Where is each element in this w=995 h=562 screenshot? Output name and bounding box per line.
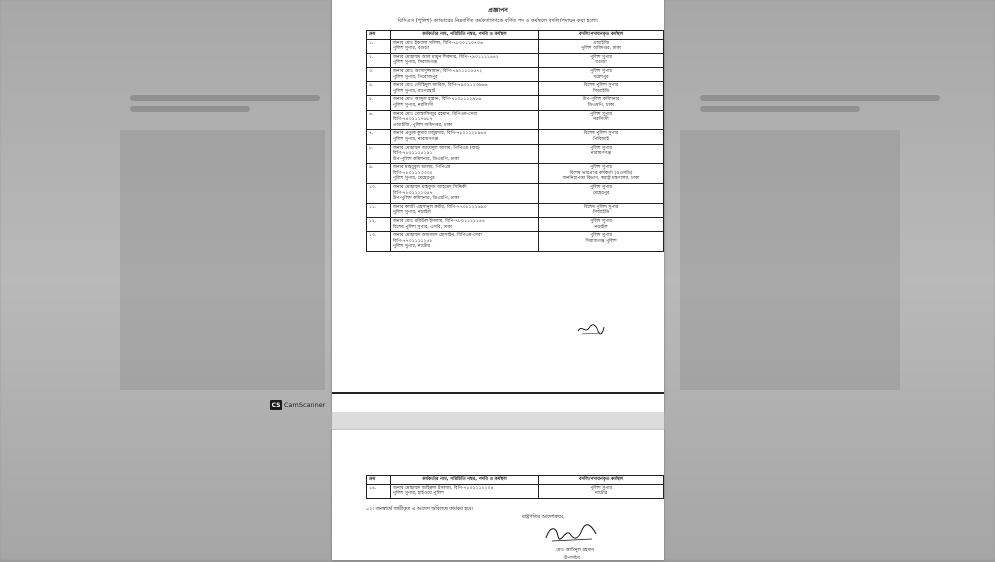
officer-line: পুলিশ সুপার, বগুড়া bbox=[392, 46, 430, 52]
signer-designation: উপসচিব bbox=[564, 556, 581, 561]
post-line: পুলিশ সুপার bbox=[590, 485, 613, 491]
row-officer bbox=[390, 184, 538, 204]
post-line: পিবিআই bbox=[593, 136, 610, 142]
table-row bbox=[367, 39, 664, 53]
post-line: পুলিশ সুপার bbox=[590, 219, 613, 225]
table-row bbox=[367, 130, 664, 144]
officer-line: জনাব মোঃ আসাদুজ্জামান, বিপি-৭৯০১১১৫৫৭২ bbox=[392, 68, 483, 74]
row-new-post bbox=[539, 164, 664, 184]
officer-line: জনাব মোহাম্মদ আল মামুন শিকদার, বিপি-৭৯০১১১১৪৪২ bbox=[392, 54, 499, 60]
officer-line: পুলিশ সুপার, নাটোর bbox=[392, 244, 431, 250]
row-officer bbox=[390, 96, 538, 110]
row-serial: ৬. bbox=[367, 110, 391, 130]
table-header-row bbox=[367, 476, 664, 485]
officer-line: জনাব মোহাম্মদ আমজাদ হোসাইন, বিপিএম-সেবা bbox=[392, 233, 482, 239]
officer-line: পুলিশ সুপার, হাইওয়ে পুলিশ bbox=[392, 491, 444, 497]
ghost-text-right bbox=[700, 106, 860, 112]
row-officer bbox=[390, 39, 538, 53]
row-new-post bbox=[539, 184, 664, 204]
officer-line: জনাব কাজী এহসানুল কবীর, বিপি-৭৭০৮১২১৬৯০ bbox=[392, 204, 487, 210]
row-officer bbox=[390, 82, 538, 96]
post-line: ডিএমপি, ঢাকা bbox=[587, 102, 615, 108]
document-subtitle: বিসিএস (পুলিশ) ক্যাডারের নিম্নবর্ণিত কর্মকর্তাগণকে বর্ণিত পদ ও কর্মস্থলে বদলি/পদায়ন করা হলো: bbox=[397, 18, 599, 24]
officer-line: জনাব মোহাম্মদ মাহফুজ আহমেদ সিদ্দিকী bbox=[392, 185, 467, 191]
officer-line: জনাব মোহাম্মদ জায়েদুল আলম, পিপিএম (বার) bbox=[392, 145, 480, 151]
signer-name: মোঃ আমিনুল রহমান bbox=[556, 548, 595, 553]
row-serial: ২. bbox=[367, 53, 391, 67]
row-serial: ৫. bbox=[367, 96, 391, 110]
row-serial: ৯. bbox=[367, 164, 391, 184]
post-line: মেহেরপুর bbox=[592, 190, 610, 196]
header-serial: ক্রম bbox=[367, 476, 391, 485]
ghost-text-left bbox=[130, 106, 250, 112]
officer-line: পুলিশ সুপার, সিরাজগঞ্জ bbox=[392, 60, 438, 66]
post-line: বগুড়া bbox=[595, 60, 607, 66]
order-line: রাষ্ট্রপতির আদেশক্রমে, bbox=[522, 515, 565, 520]
ghost-text-right bbox=[700, 95, 940, 101]
row-new-post bbox=[539, 110, 664, 130]
row-serial: ১৪. bbox=[367, 484, 391, 498]
table-row bbox=[367, 110, 664, 130]
officer-line: জনাব মোঃ মোস্তাফিজুর রহমান, বিপিএম-সেবা bbox=[392, 111, 478, 117]
officer-line: জনাব মোঃ ইকবাল খলিল, বিপি-৭৮০০১১০৭৩৬ bbox=[392, 40, 483, 46]
row-new-post bbox=[539, 484, 664, 498]
post-line: নরসিংদী bbox=[593, 117, 609, 123]
officer-line: বিশেষ পুলিশ সুপার, এসবি, ঢাকা bbox=[392, 224, 453, 230]
row-officer bbox=[390, 144, 538, 164]
officer-line: পুলিশ সুপার, পিরোজপুর bbox=[392, 74, 438, 80]
officer-line: জনাব মোঃ আব্দুল হান্নান, বিপি-৭১০৮১১২৯৮৬ bbox=[392, 97, 482, 103]
officer-line: বিপি-৭৭০১১১১২৫৮ bbox=[392, 238, 433, 244]
post-line: পুলিশ সুপার bbox=[590, 111, 613, 117]
row-officer bbox=[390, 232, 538, 252]
ghost-table-left bbox=[120, 130, 325, 390]
post-line: উপ-পুলিশ কমিশনার bbox=[582, 97, 620, 103]
officer-line: উপ-পুলিশ কমিশনার, ডিএমপি, ঢাকা bbox=[392, 156, 460, 162]
row-serial: ১০. bbox=[367, 184, 391, 204]
post-line: পুলিশ সুপার bbox=[590, 54, 613, 60]
row-new-post bbox=[539, 53, 664, 67]
table-row bbox=[367, 67, 664, 81]
transfer-table-continued bbox=[366, 475, 664, 499]
table-row bbox=[367, 218, 664, 232]
row-serial: ৮. bbox=[367, 144, 391, 164]
row-new-post bbox=[539, 130, 664, 144]
signature bbox=[542, 522, 600, 544]
officer-line: বিপি-৭৮০১১২৩৩৩০ bbox=[392, 170, 433, 176]
officer-line: পুলিশ সুপার, মেহেরপুর bbox=[392, 176, 435, 182]
officer-line: বিপি-৭৮০১১২১৩৫৭ bbox=[392, 190, 433, 196]
row-officer bbox=[390, 218, 538, 232]
camscanner-label: CamScanner bbox=[284, 401, 326, 409]
officer-line: জনাব মাহবুবুল আলম, পিপিএম bbox=[392, 165, 451, 171]
table-row bbox=[367, 144, 664, 164]
header-name: কর্মকর্তার নাম, পরিচিতি নম্বর, পদবি ও কর্মস্থল bbox=[390, 31, 538, 40]
post-line: নাটোর bbox=[594, 491, 608, 497]
document-page-2 bbox=[332, 430, 664, 560]
row-new-post bbox=[539, 67, 664, 81]
row-new-post bbox=[539, 144, 664, 164]
officer-line: জনাব প্রত্যুষ কুমার মজুমদার, বিপি-৭৮০১১২৮৯৬৫ bbox=[392, 131, 487, 137]
row-new-post bbox=[539, 96, 664, 110]
header-post: বদলি/পদায়নকৃত কর্মস্থল bbox=[539, 476, 664, 485]
row-officer bbox=[390, 203, 538, 217]
page-gap bbox=[332, 412, 664, 430]
document-page-1 bbox=[332, 0, 664, 412]
post-line: পুলিশ অধিদপ্তর, ঢাকা bbox=[581, 46, 622, 52]
post-line: বিশেষ পুলিশ সুপার bbox=[583, 131, 619, 137]
table-header-row bbox=[367, 31, 664, 40]
table-row bbox=[367, 232, 664, 252]
camscanner-watermark bbox=[270, 400, 325, 410]
post-line: সিরাজগঞ্জ পুলিশ bbox=[585, 238, 617, 244]
post-line: পুলিশ সুপার bbox=[590, 145, 613, 151]
row-serial: ১৩. bbox=[367, 232, 391, 252]
row-serial: ৪. bbox=[367, 82, 391, 96]
post-line: সিআইডি bbox=[592, 210, 610, 216]
post-line: পুলিশ সুপার bbox=[590, 185, 613, 191]
row-serial: ৭. bbox=[367, 130, 391, 144]
post-line: মহেশপুর bbox=[593, 74, 609, 80]
row-new-post bbox=[539, 39, 664, 53]
enforcement-note: ০২। জনস্বার্থে জারীকৃত এ আদেশ অবিলম্বে কার্যকর হবে। bbox=[366, 507, 474, 512]
table-row bbox=[367, 184, 664, 204]
table-row bbox=[367, 203, 664, 217]
table-row bbox=[367, 484, 664, 498]
post-line: বিশেষ পুলিশ সুপার bbox=[583, 204, 619, 210]
post-line: জননিরাপত্তা বিভাগ, স্বরাষ্ট্র মন্ত্রণালয়, ঢাকা bbox=[562, 176, 640, 182]
officer-line: পুলিশ সুপার, নড়াইল bbox=[392, 210, 431, 216]
row-serial: ১২. bbox=[367, 218, 391, 232]
row-new-post bbox=[539, 203, 664, 217]
post-line: পুলিশ সুপার bbox=[590, 165, 613, 171]
row-officer bbox=[390, 53, 538, 67]
officer-line: বিপি-৭৪০১১১৭৬৮৭ bbox=[392, 117, 433, 123]
signature-initial bbox=[576, 322, 606, 336]
row-new-post bbox=[539, 232, 664, 252]
row-new-post bbox=[539, 218, 664, 232]
page-edge-line bbox=[332, 392, 664, 394]
officer-line: জনাব মোঃ রবিউল ইসলাম, বিপি-৭৮০১১১১১৪৪ bbox=[392, 219, 485, 225]
header-post: বদলি/পদায়নকৃত কর্মস্থল bbox=[539, 31, 664, 40]
row-serial: ৩. bbox=[367, 67, 391, 81]
document-title: প্রজ্ঞাপন bbox=[488, 7, 508, 14]
officer-line: জনাব মোহাম্মদ জহিরুল ইসলাম, বিপি-৭৮০১১১২২০৪ bbox=[392, 485, 494, 491]
post-line: পুলিশ সুপার bbox=[590, 233, 613, 239]
row-officer bbox=[390, 130, 538, 144]
post-line: বিশেষ ভারপ্রাপ্ত কর্মকর্তা (ওএসডি) bbox=[569, 170, 633, 176]
post-line: নারায়ণগঞ্জ bbox=[590, 151, 612, 157]
post-line: এআইজি bbox=[592, 40, 610, 46]
officer-line: পুলিশ সুপার, নরসিংদী bbox=[392, 102, 434, 108]
officer-line: পুলিশ সুপার, নারায়ণগঞ্জ bbox=[392, 136, 439, 142]
header-serial: ক্রম bbox=[367, 31, 391, 40]
officer-line: এআইজি, পুলিশ অধিদপ্তর, ঢাকা bbox=[392, 122, 453, 128]
officer-line: বিপি-৭৮০১১২৫১৯১ bbox=[392, 151, 433, 157]
row-officer bbox=[390, 67, 538, 81]
row-officer bbox=[390, 484, 538, 498]
transfer-table bbox=[366, 30, 664, 252]
table-row bbox=[367, 82, 664, 96]
post-line: নড়াইল bbox=[594, 224, 608, 230]
officer-line: পুলিশ সুপার, বাগেরহাট bbox=[392, 88, 436, 94]
camscanner-logo: CS bbox=[271, 401, 281, 409]
row-serial: ১১. bbox=[367, 203, 391, 217]
table-row bbox=[367, 164, 664, 184]
post-line: বিশেষ পুলিশ সুপার bbox=[583, 83, 619, 89]
officer-line: জনাব মোঃ তৌহিদুল আরিফ, বিপি-৭৯০১১২৩৬৬৬ bbox=[392, 83, 488, 89]
post-line: পুলিশ সুপার bbox=[590, 68, 613, 74]
table-row bbox=[367, 96, 664, 110]
row-serial: ১. bbox=[367, 39, 391, 53]
post-line: সিআইডি bbox=[592, 88, 610, 94]
header-name: কর্মকর্তার নাম, পরিচিতি নম্বর, পদবি ও কর্মস্থল bbox=[390, 476, 538, 485]
ghost-text-left bbox=[130, 95, 320, 101]
row-officer bbox=[390, 110, 538, 130]
row-officer bbox=[390, 164, 538, 184]
officer-line: উপ-পুলিশ কমিশনার, ডিএমপি, ঢাকা bbox=[392, 196, 460, 202]
ghost-table-right bbox=[680, 130, 900, 390]
table-row bbox=[367, 53, 664, 67]
row-new-post bbox=[539, 82, 664, 96]
